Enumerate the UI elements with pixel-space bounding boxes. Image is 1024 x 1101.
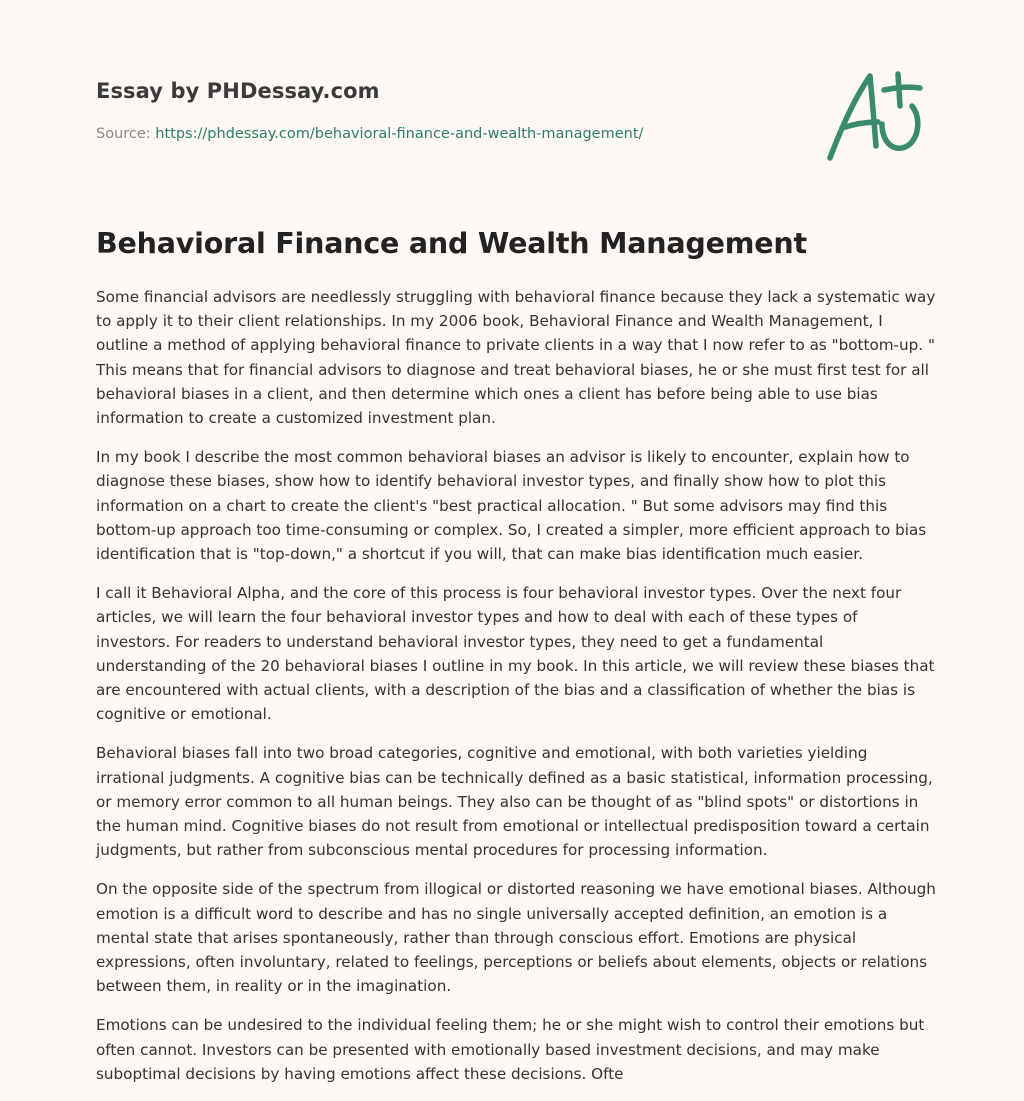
source-label: Source: xyxy=(96,126,151,142)
essay-paragraph: I call it Behavioral Alpha, and the core of this process is four behavioral investor types. Over the next four articles, we will learn the four behavioral investor types and how to deal with each of these types of investors. For readers to understand behavioral investor types, they need to get a fundamental understanding of the 20 behavioral biases I outline in my book. In this article, we will review these biases that are encountered with actual clients, with a description of the bias and a classification of whether the bias is cognitive or emotional. xyxy=(96,584,935,724)
essay-paragraph: In my book I describe the most common behavioral biases an advisor is likely to encounter, explain how to diagnose these biases, show how to identify behavioral investor types, and finally show how to plot this information on a chart to create the client's "best practical allocation. " But some advisors may find this bottom-up approach too time-consuming or complex. So, I created a simpler, more efficient approach to bias identification that is "top-down," a shortcut if you will, that can make bias identification much easier. xyxy=(96,448,927,564)
source-line xyxy=(96,124,796,144)
essay-paragraph: Behavioral biases fall into two broad categories, cognitive and emotional, with both varieties yielding irrational judgments. A cognitive bias can be technically defined as a basic statistical, information processing, or memory error common to all human beings. They also can be thought of as "blind spots" or distortions in the human mind. Cognitive biases do not result from emotional or intellectual predisposition toward a certain judgments, but rather from subconscious mental procedures for processing information. xyxy=(96,744,933,860)
source-link[interactable]: https://phdessay.com/behavioral-finance-and-wealth-management/ xyxy=(155,126,644,142)
essay-paragraph: On the opposite side of the spectrum from illogical or distorted reasoning we have emotional biases. Although emotion is a difficult word to describe and has no single universally accepted definition, an emotion is a mental state that arises spontaneously, rather than through conscious effort. Emotions are physical expressions, often involuntary, related to feelings, perceptions or beliefs about elements, objects or relations between them, in reality or in the imagination. xyxy=(96,880,936,996)
site-brand: Essay by PHDessay.com xyxy=(96,79,380,103)
essay-paragraph: Emotions can be undesired to the individual feeling them; he or she might wish to control their emotions but often cannot. Investors can be presented with emotionally based investment decisions, and may make suboptimal decisions by having emotions affect these decisions. Ofte xyxy=(96,1016,925,1083)
essay-title: Behavioral Finance and Wealth Management xyxy=(96,227,807,260)
essay-body xyxy=(96,285,936,1101)
essay-header xyxy=(96,78,796,144)
a-plus-logo-icon xyxy=(820,66,932,166)
essay-paragraph: Some financial advisors are needlessly struggling with behavioral finance because they lack a systematic way to apply it to their client relationships. In my 2006 book, Behavioral Finance and Wealth Management, I outline a method of applying behavioral finance to private clients in a way that I now refer to as "bottom-up. " This means that for financial advisors to diagnose and treat behavioral biases, he or she must first test for all behavioral biases in a client, and then determine which ones a client has before being able to use bias information to create a customized investment plan. xyxy=(96,288,936,428)
